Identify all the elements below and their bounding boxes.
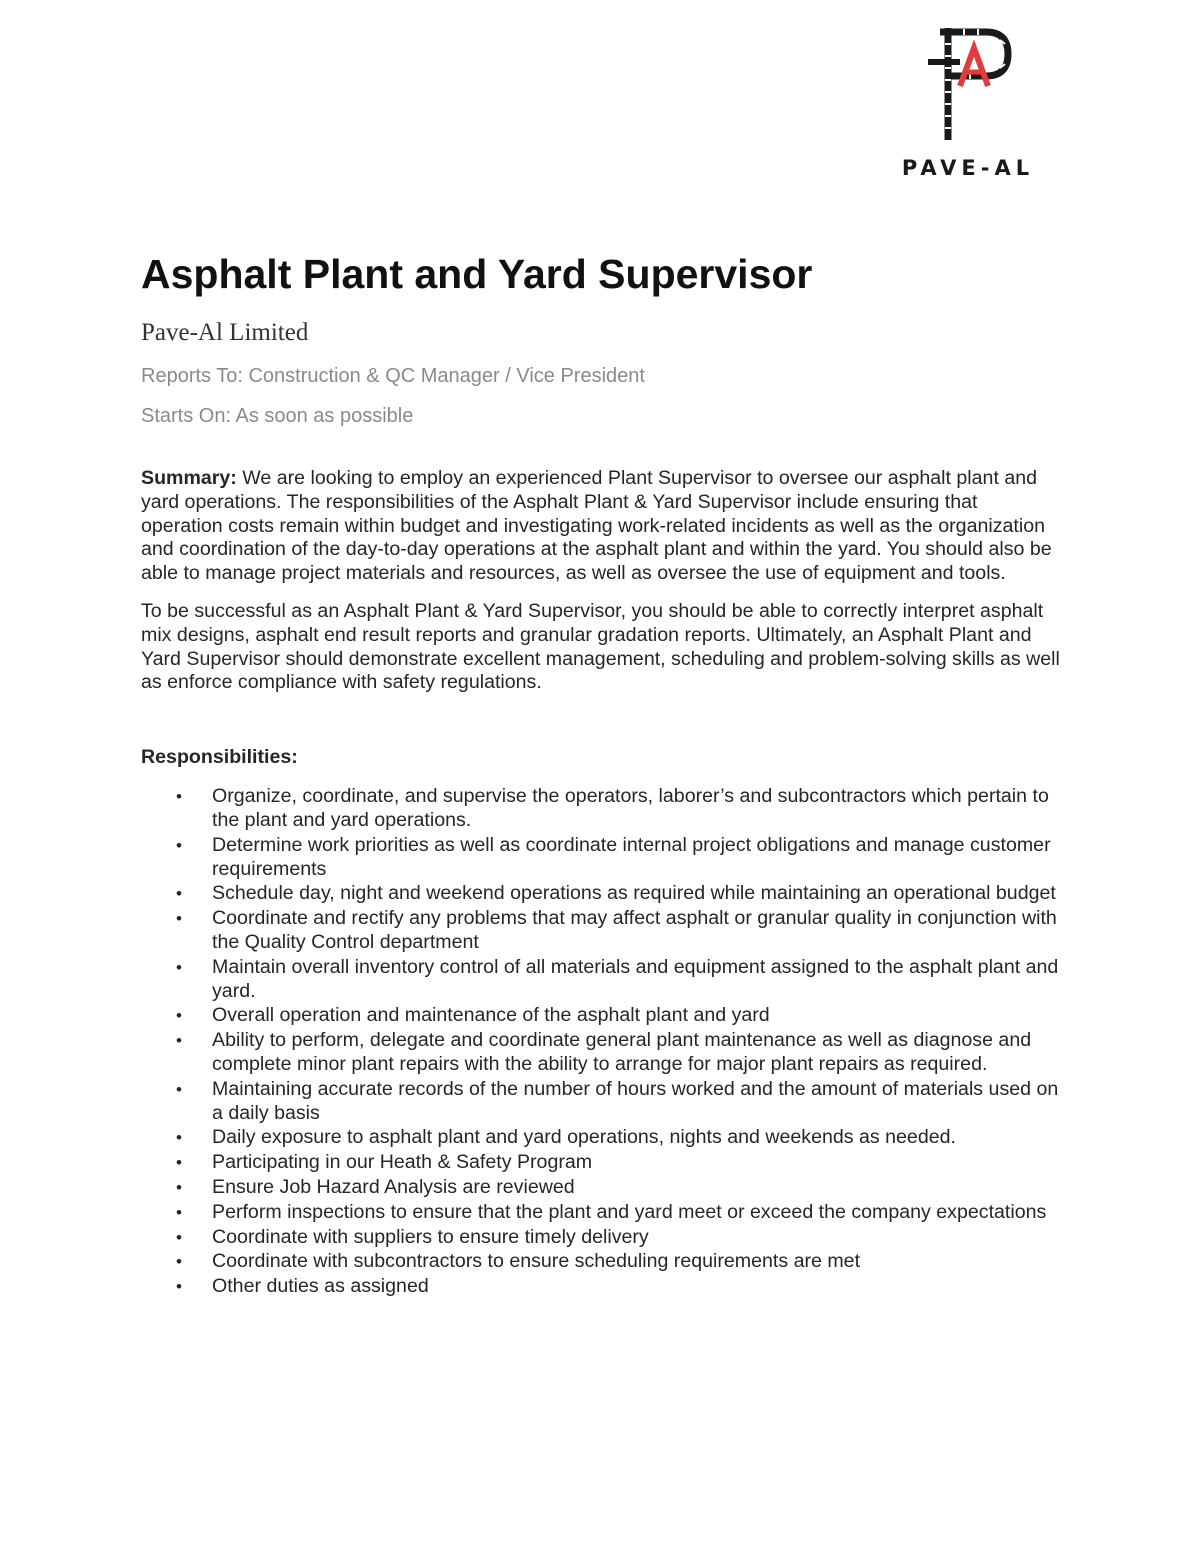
list-item: • Participating in our Heath & Safety Program — [141, 1151, 1061, 1175]
list-item: • Schedule day, night and weekend operations as required while maintaining an operational budget — [141, 882, 1061, 906]
bullet-icon — [176, 1151, 188, 1175]
reports-to: Reports To: Construction & QC Manager / Vice President — [141, 365, 645, 387]
bullet-icon — [176, 1004, 188, 1028]
summary-paragraph — [141, 467, 1061, 586]
list-item: • Determine work priorities as well as coordinate internal project obligations and manage customer requirements — [141, 834, 1061, 882]
company-logo — [884, 24, 1052, 184]
list-item: • Coordinate and rectify any problems that may affect asphalt or granular quality in conjunction with the Quality Control department — [141, 907, 1061, 955]
list-item: • Ensure Job Hazard Analysis are reviewed — [141, 1176, 1061, 1200]
list-item: • Other duties as assigned — [141, 1275, 1061, 1299]
bullet-icon — [176, 907, 188, 931]
job-title: Asphalt Plant and Yard Supervisor — [141, 251, 813, 297]
bullet-icon — [176, 1275, 188, 1299]
responsibilities-list — [141, 785, 1061, 1299]
bullet-icon — [176, 785, 188, 809]
bullet-icon — [176, 1201, 188, 1225]
list-item: • Daily exposure to asphalt plant and yard operations, nights and weekends as needed. — [141, 1126, 1061, 1150]
bullet-icon — [176, 882, 188, 906]
bullet-icon — [176, 1126, 188, 1150]
bullet-icon — [176, 1226, 188, 1250]
bullet-icon — [176, 1250, 188, 1274]
list-item: • Coordinate with suppliers to ensure timely delivery — [141, 1226, 1061, 1250]
summary-label: Summary: — [141, 467, 237, 489]
list-item: • Organize, coordinate, and supervise the operators, laborer’s and subcontractors which pertain to the plant and yard operations. — [141, 785, 1061, 833]
list-item: • Perform inspections to ensure that the plant and yard meet or exceed the company expectations — [141, 1201, 1061, 1225]
list-item: • Overall operation and maintenance of the asphalt plant and yard — [141, 1004, 1061, 1028]
pave-al-logo-mark-icon — [920, 24, 1016, 144]
bullet-icon — [176, 956, 188, 980]
bullet-icon — [176, 1029, 188, 1053]
list-item: • Maintain overall inventory control of all materials and equipment assigned to the asphalt plant and yard. — [141, 956, 1061, 1004]
list-item: • Coordinate with subcontractors to ensure scheduling requirements are met — [141, 1250, 1061, 1274]
bullet-icon — [176, 1176, 188, 1200]
summary-text: We are looking to employ an experienced Plant Supervisor to oversee our asphalt plant and yard operations. The responsibilities of the Asphalt Plant & Yard Supervisor include ensuring that operation costs remain within budget and investigating work-related incidents as well as the organization and coordination of the day-to-day operations at the asphalt plant and within the yard. You should also be able to manage project materials and resources, as well as oversee the use of equipment and tools. — [141, 467, 1052, 585]
success-paragraph: To be successful as an Asphalt Plant & Yard Supervisor, you should be able to correctly interpret asphalt mix designs, asphalt end result reports and granular gradation reports. Ultimately, an Asphalt Plant and Yard Supervisor should demonstrate excellent management, scheduling and problem-solving skills as well as enforce compliance with safety regulations. — [141, 599, 1060, 694]
bullet-icon — [176, 834, 188, 858]
document-body — [141, 248, 1061, 1300]
responsibilities-heading: Responsibilities: — [141, 746, 298, 769]
company-name: Pave-Al Limited — [141, 319, 309, 346]
list-item: • Ability to perform, delegate and coordinate general plant maintenance as well as diagnose and complete minor plant repairs with the ability to arrange for major plant repairs as required. — [141, 1029, 1061, 1077]
list-item: • Maintaining accurate records of the number of hours worked and the amount of materials used on a daily basis — [141, 1078, 1061, 1126]
bullet-icon — [176, 1078, 188, 1102]
start-date: Starts On: As soon as possible — [141, 405, 414, 427]
logo-wordmark: PAVE-AL — [901, 156, 1035, 180]
